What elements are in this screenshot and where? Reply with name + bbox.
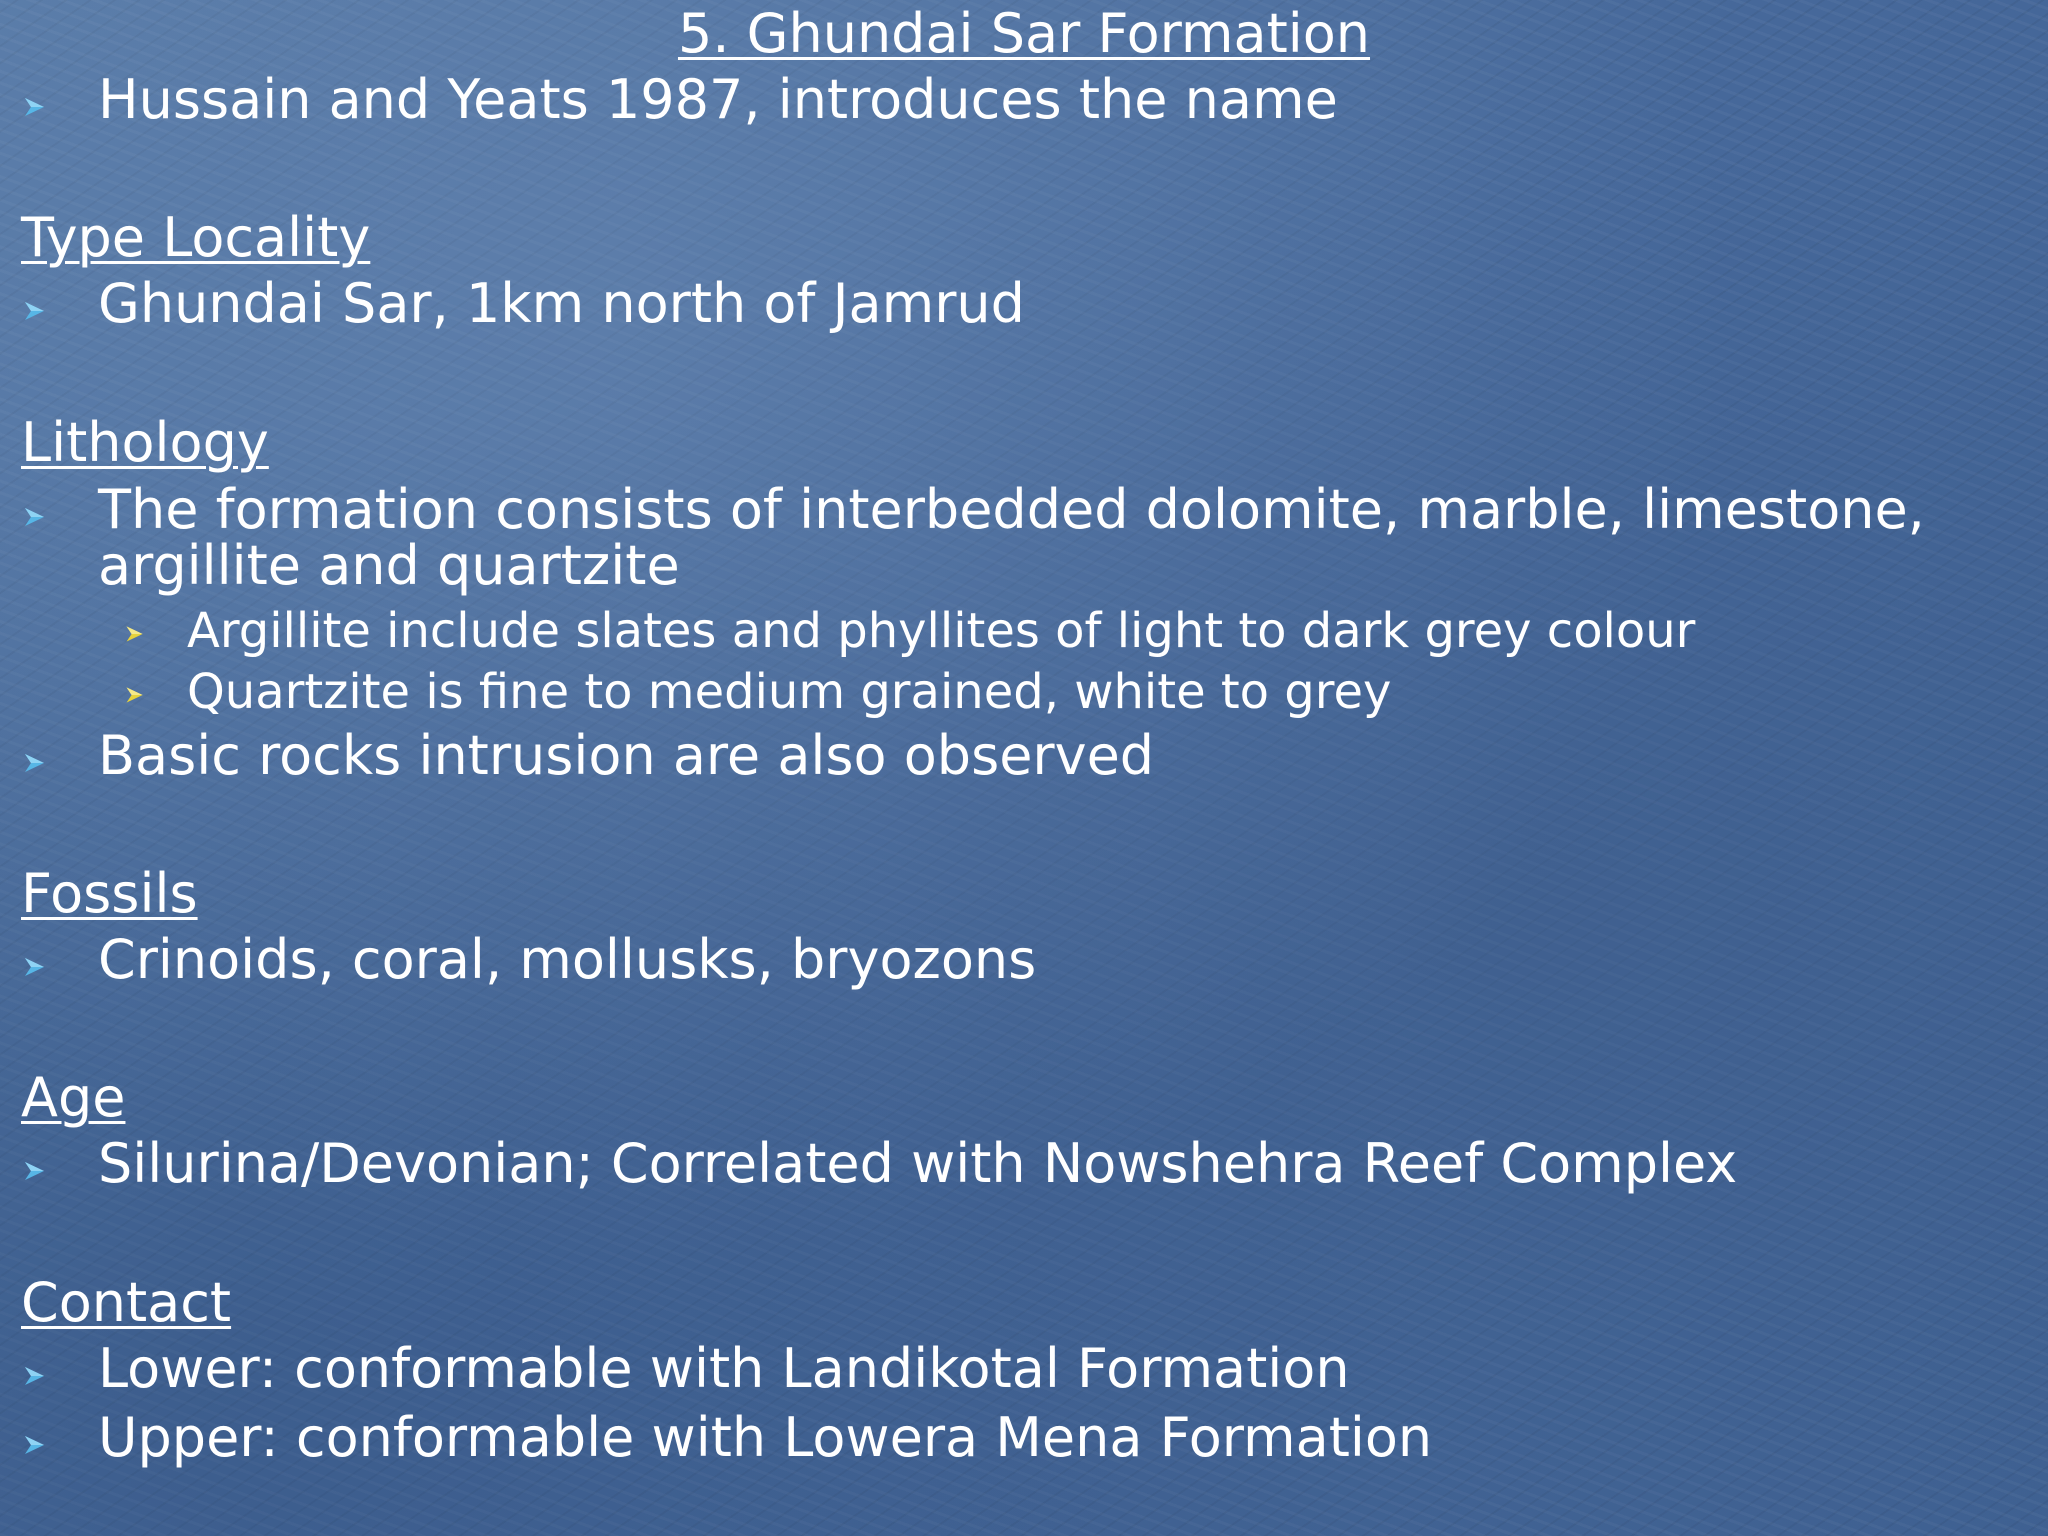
contact-text: Upper: conformable with Lowera Mena Formation	[98, 1406, 1433, 1469]
intro-bullet-text: Hussain and Yeats 1987, introduces the name	[98, 68, 1338, 131]
contact-heading: Contact	[21, 1271, 232, 1334]
arrow-bullet-icon	[22, 94, 48, 120]
slide-title: 5. Ghundai Sar Formation	[677, 2, 1371, 65]
type-locality-text: Ghundai Sar, 1km north of Jamrud	[98, 272, 1025, 335]
age-text: Silurina/Devonian; Correlated with Nowshehra Reef Complex	[98, 1132, 1738, 1195]
arrow-bullet-icon	[22, 750, 48, 776]
lithology-extra-text: Basic rocks intrusion are also observed	[98, 724, 1155, 787]
arrow-bullet-icon	[22, 954, 48, 980]
arrow-bullet-icon	[124, 684, 146, 706]
fossils-heading: Fossils	[21, 862, 198, 925]
arrow-bullet-icon	[22, 504, 48, 530]
lithology-main-text: The formation consists of interbedded dolomite, marble, limestone, argillite and quartzite	[98, 478, 1925, 597]
lithology-heading: Lithology	[21, 411, 269, 474]
arrow-bullet-icon	[22, 1158, 48, 1184]
type-locality-heading: Type Locality	[21, 206, 371, 269]
lithology-sub-text: Quartzite is fine to medium grained, white to grey	[187, 664, 1392, 720]
contact-text: Lower: conformable with Landikotal Formation	[98, 1337, 1350, 1400]
lithology-sub-text: Argillite include slates and phyllites of light to dark grey colour	[187, 603, 1696, 659]
fossils-text: Crinoids, coral, mollusks, bryozons	[98, 928, 1037, 991]
arrow-bullet-icon	[22, 298, 48, 324]
arrow-bullet-icon	[22, 1432, 48, 1458]
arrow-bullet-icon	[124, 623, 146, 645]
arrow-bullet-icon	[22, 1363, 48, 1389]
age-heading: Age	[21, 1066, 126, 1129]
